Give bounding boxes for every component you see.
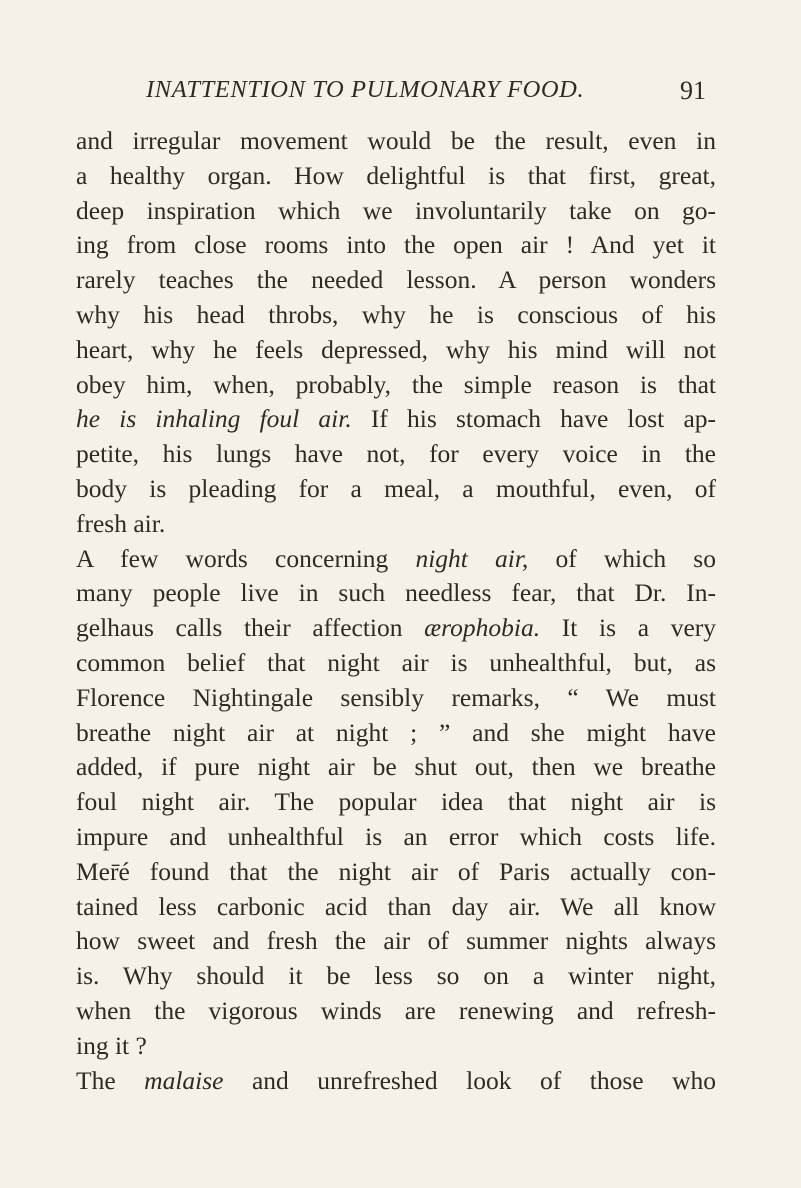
text-line: tained less carbonic acid than day air. We all know [76,891,716,921]
italic-phrase: ærophobia. [424,613,541,643]
page-header [0,76,801,112]
text-line: added, if pure night air be shut out, then we breathe [76,752,716,782]
text-line: rarely teaches the needed lesson. A person wonders [76,265,716,295]
text-line [76,1064,716,1099]
text-line: heart, why he feels depressed, why his mind will not [76,334,716,364]
text-line: body is pleading for a meal, a mouthful, even, of [76,473,716,503]
text-line: impure and unhealthful is an error which costs life. [76,821,716,851]
text-line: common belief that night air is unhealthful, but, as [76,647,716,677]
text-line: ing it ? [76,1030,147,1060]
text-line: breathe night air at night ; ” and she might have [76,717,716,747]
text-run: The [76,1065,145,1095]
text-line: foul night air. The popular idea that night air is [76,787,716,817]
text-line: and irregular movement would be the result, even in [76,126,716,155]
text-line: Mer̄é found that the night air of Paris actually con- [76,856,716,886]
text-line: is. Why should it be less so on a winter night, [76,961,716,991]
text-line: petite, his lungs have not, for every voice in the [76,439,716,469]
text-line [76,611,716,646]
body-text [76,124,716,1098]
italic-phrase: he is inhaling foul air. [76,404,352,434]
text-line: deep inspiration which we involuntarily take on go- [76,195,716,225]
text-line: when the vigorous winds are renewing and refresh- [76,995,716,1025]
text-run: gelhaus calls their affection [76,613,425,643]
text-line: Florence Nightingale sensibly remarks, “ We must [76,682,716,712]
text-run: and unrefreshed look of those who [223,1065,716,1095]
text-line: fresh air. [76,508,166,538]
page-number: 91 [680,76,706,105]
text-line [76,402,716,437]
text-line: why his head throbs, why he is conscious of his [76,299,716,329]
text-run: It is a very [540,613,717,643]
text-line: many people live in such needless fear, that Dr. In- [76,578,716,608]
italic-phrase: malaise [144,1065,224,1095]
text-line: a healthy organ. How delightful is that first, great, [76,160,716,190]
text-run: A few words concerning [76,543,416,573]
text-run: If his stomach have lost ap- [351,404,716,434]
text-line: ing from close rooms into the open air ! And yet it [76,230,716,260]
running-title: INATTENTION TO PULMONARY FOOD. [146,76,585,103]
text-line: how sweet and fresh the air of summer nights always [76,926,716,956]
italic-phrase: night air, [415,543,529,573]
text-run: of which so [528,543,716,573]
text-line [76,542,716,577]
text-line: obey him, when, probably, the simple reason is that [76,369,716,399]
